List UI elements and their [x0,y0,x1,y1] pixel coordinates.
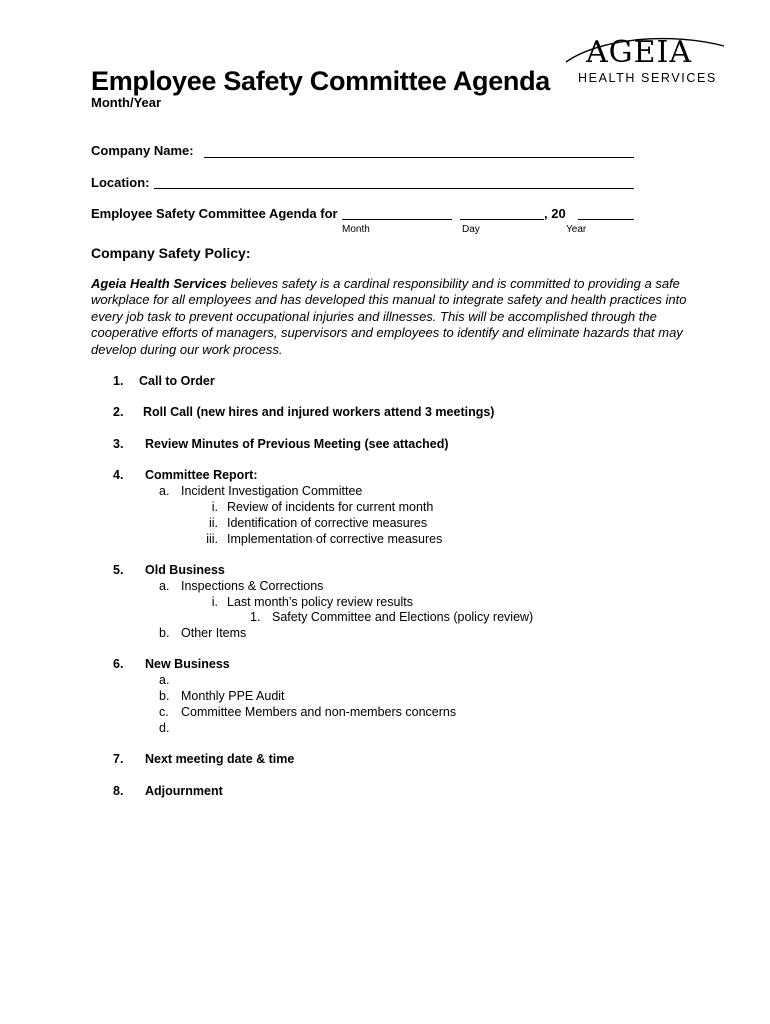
item-text: Review Minutes of Previous Meeting (see attached) [145,437,449,451]
month-field[interactable] [342,205,452,220]
item-number: 2. [113,405,124,419]
safety-policy-text [91,276,691,358]
day-caption: Day [462,224,480,235]
year-prefix: , 20 [544,206,566,221]
item-letter: d. [159,721,170,735]
safety-policy-heading: Company Safety Policy: [91,245,251,261]
item-text: New Business [145,657,230,671]
agenda-subitem-6b [159,689,285,705]
logo-wordmark: AGEIA [586,35,693,70]
item-text: Call to Order [139,374,215,388]
item-roman: i. [211,500,218,514]
year-field[interactable] [578,205,634,220]
location-field[interactable] [154,174,634,189]
item-letter: b. [159,689,170,703]
agenda-subitem-4a [159,484,363,500]
item-text: Monthly PPE Audit [181,689,285,703]
item-roman: i. [211,595,218,609]
agenda-subitem-5a-i-1 [250,610,534,626]
agenda-item-8 [113,784,223,800]
item-text: Last month’s policy review results [227,595,413,609]
item-number: 1. [113,374,124,388]
month-caption: Month [342,224,370,235]
item-text: Committee Report: [145,468,258,482]
item-number: 6. [113,657,124,671]
policy-company-name: Ageia Health Services [91,276,227,291]
item-number: 1. [250,610,261,624]
item-roman: iii. [206,532,218,546]
item-text: Other Items [181,626,247,640]
item-letter: c. [159,705,169,719]
logo-tagline: HEALTH SERVICES [578,71,717,85]
item-number: 4. [113,468,124,482]
item-text: Implementation of corrective measures [227,532,443,546]
agenda-subitem-6d [159,721,169,737]
company-name-field[interactable] [204,143,634,158]
item-text: Inspections & Corrections [181,579,324,593]
agenda-item-3 [113,437,449,453]
agenda-item-4 [113,468,258,484]
agenda-subitem-5a [159,579,324,595]
year-caption: Year [566,224,587,235]
item-text: Next meeting date & time [145,752,295,766]
page-title: Employee Safety Committee Agenda [91,66,551,96]
agenda-item-2 [113,405,495,421]
agenda-for-label: Employee Safety Committee Agenda for [91,206,338,221]
agenda-subitem-5b [159,626,247,642]
agenda-subitem-6c [159,705,457,721]
company-name-label: Company Name: [91,143,194,158]
item-letter: a. [159,579,170,593]
agenda-subitem-6a [159,673,169,689]
location-label: Location: [91,175,150,190]
item-number: 8. [113,784,124,798]
item-text: Committee Members and non-members concerns [181,705,457,719]
item-number: 7. [113,752,124,766]
agenda-item-5 [113,563,225,579]
ageia-logo [560,32,728,90]
page-subtitle: Month/Year [91,95,162,110]
item-roman: ii. [208,516,218,530]
item-number: 3. [113,437,124,451]
item-text: Incident Investigation Committee [181,484,363,498]
day-field[interactable] [460,205,544,220]
item-text: Identification of corrective measures [227,516,428,530]
item-text: Safety Committee and Elections (policy review) [272,610,534,624]
item-number: 5. [113,563,124,577]
agenda-item-1 [113,374,215,390]
agenda-item-6 [113,657,230,673]
item-text: Adjournment [145,784,223,798]
item-text: Review of incidents for current month [227,500,434,514]
policy-body: believes safety is a cardinal responsibility and is committed to providing a safe workplace for all employees and has developed this manual to integrate safety and health practices into every job task to prevent occupational injuries and illnesses. This will be accomplished through the cooperative efforts of managers, supervisors and employees to identify and eliminate hazards that may develop during our work process. [91,276,687,357]
item-letter: a. [159,484,170,498]
item-text: Roll Call (new hires and injured workers attend 3 meetings) [143,405,495,419]
item-text: Old Business [145,563,225,577]
item-letter: a. [159,673,170,687]
item-letter: b. [159,626,170,640]
agenda-item-7 [113,752,295,768]
